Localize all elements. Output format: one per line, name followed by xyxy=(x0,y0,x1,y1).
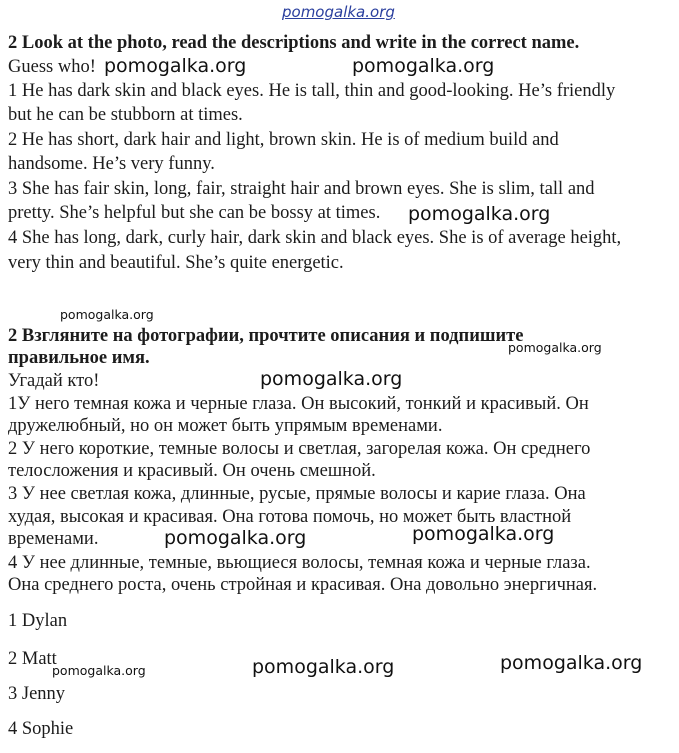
english-description-1-cont: but he can be stubborn at times. xyxy=(8,105,243,125)
english-description-2-cont: handsome. He’s very funny. xyxy=(8,154,215,174)
watermark: pomogalka.org xyxy=(252,656,395,678)
watermark: pomogalka.org xyxy=(412,523,555,545)
watermark: pomogalka.org xyxy=(164,527,307,549)
answer-4: 4 Sophie xyxy=(8,719,74,739)
english-description-3: 3 She has fair skin, long, fair, straight hair and brown eyes. She is slim, tall and xyxy=(8,179,595,199)
russian-task-heading: 2 Взгляните на фотографии, прочтите описания и подпишите xyxy=(8,326,524,346)
russian-description-4-cont: Она среднего роста, очень стройная и красивая. Она довольно энергичная. xyxy=(8,575,598,595)
russian-task-heading-cont: правильное имя. xyxy=(8,348,150,368)
english-description-1: 1 He has dark skin and black eyes. He is tall, thin and good-looking. He’s friendly xyxy=(8,81,616,101)
english-task-heading: 2 Look at the photo, read the descriptions and write in the correct name. xyxy=(8,33,580,53)
english-description-4: 4 She has long, dark, curly hair, dark skin and black eyes. She is of average height, xyxy=(8,228,622,248)
russian-description-4: 4 У нее длинные, темные, вьющиеся волосы, темная кожа и черные глаза. xyxy=(8,553,591,573)
english-description-4-cont: very thin and beautiful. She’s quite energetic. xyxy=(8,253,344,273)
watermark: pomogalka.org xyxy=(260,368,403,390)
english-description-3-cont: pretty. She’s helpful but she can be bossy at times. xyxy=(8,203,381,223)
english-guess-who: Guess who! xyxy=(8,57,96,77)
russian-description-2: 2 У него короткие, темные волосы и светлая, загорелая кожа. Он среднего xyxy=(8,439,591,459)
watermark: pomogalka.org xyxy=(104,55,247,77)
russian-description-3-end: временами. xyxy=(8,529,99,549)
answer-1: 1 Dylan xyxy=(8,611,68,631)
watermark: pomogalka.org xyxy=(408,203,551,225)
watermark: pomogalka.org xyxy=(352,55,495,77)
russian-description-3-cont: худая, высокая и красивая. Она готова помочь, но может быть властной xyxy=(8,507,572,527)
watermark: pomogalka.org xyxy=(60,307,154,322)
watermark: pomogalka.org xyxy=(52,663,146,678)
watermark: pomogalka.org xyxy=(508,340,602,355)
russian-description-1-cont: дружелюбный, но он может быть упрямым временами. xyxy=(8,416,443,436)
answer-3: 3 Jenny xyxy=(8,684,66,704)
russian-description-2-cont: телосложения и красивый. Он очень смешной. xyxy=(8,461,376,481)
english-description-2: 2 He has short, dark hair and light, brown skin. He is of medium build and xyxy=(8,130,559,150)
russian-description-3: 3 У нее светлая кожа, длинные, русые, прямые волосы и карие глаза. Она xyxy=(8,484,586,504)
answer-2: 2 Matt xyxy=(8,649,57,669)
watermark: pomogalka.org xyxy=(500,652,643,674)
watermark-top: pomogalka.org xyxy=(282,3,395,21)
russian-guess-who: Угадай кто! xyxy=(8,371,100,391)
russian-description-1: 1У него темная кожа и черные глаза. Он высокий, тонкий и красивый. Он xyxy=(8,394,589,414)
